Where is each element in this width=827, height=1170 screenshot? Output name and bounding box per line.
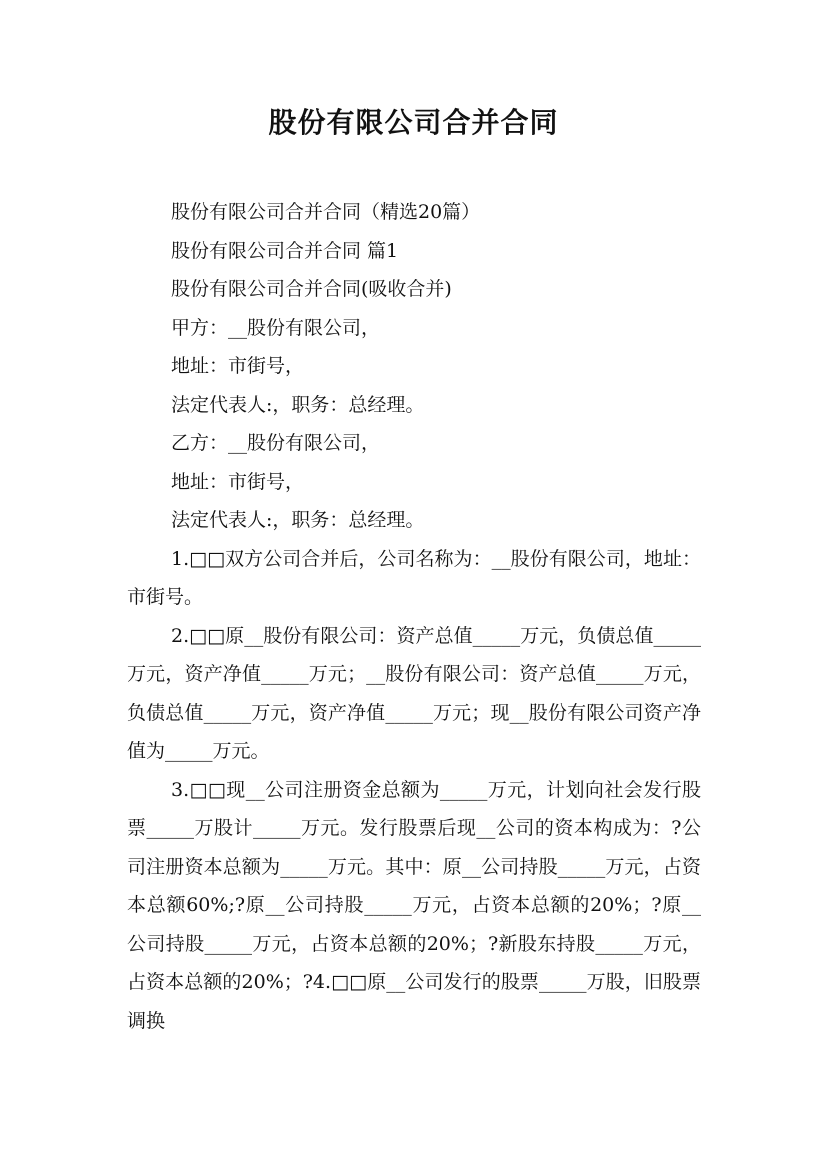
contract-type-line: 股份有限公司合并合同(吸收合并): [171, 278, 452, 300]
document-title: 股份有限公司合并合同: [268, 106, 559, 139]
party-a-representative-line: 法定代表人:，职务：总经理。: [171, 393, 425, 416]
document-body: [127, 193, 701, 1040]
subtitle-line: 股份有限公司合并合同（精选20篇）: [171, 201, 481, 223]
party-b-address-line: 地址：市街号，: [171, 470, 305, 493]
party-a-line: 甲方：__股份有限公司，: [171, 316, 381, 339]
clause-3-paragraph: 3.□□现__公司注册资金总额为_____万元，计划向社会发行股票_____万股计_____万元。发行股票后现__公司的资本构成为：?公司注册资本总额为_____万元。其中：原__公司持股_____万元，占资本总额60%;?原__公司持股_____万元，占资本总额的20%；?原__公司持股_____万元，占资本总额的20%；?新股东持股_____万元，占资本总额的20%；?4.□□原__公司发行的股票_____万股，旧股票调换: [127, 778, 701, 1032]
chapter-heading: 股份有限公司合并合同 篇1: [171, 239, 399, 262]
clause-2-paragraph: 2.□□原__股份有限公司：资产总值_____万元，负债总值_____万元，资产净值_____万元；__股份有限公司：资产总值_____万元，负债总值_____万元，资产净值_____万元；现__股份有限公司资产净值为_____万元。: [127, 624, 701, 762]
party-a-address-line: 地址：市街号，: [171, 355, 305, 377]
party-b-representative-line: 法定代表人:，职务：总经理。: [171, 509, 425, 531]
clause-1-paragraph: 1.□□双方公司合并后，公司名称为：__股份有限公司，地址：市街号。: [127, 547, 701, 608]
party-b-line: 乙方：__股份有限公司，: [171, 432, 381, 454]
